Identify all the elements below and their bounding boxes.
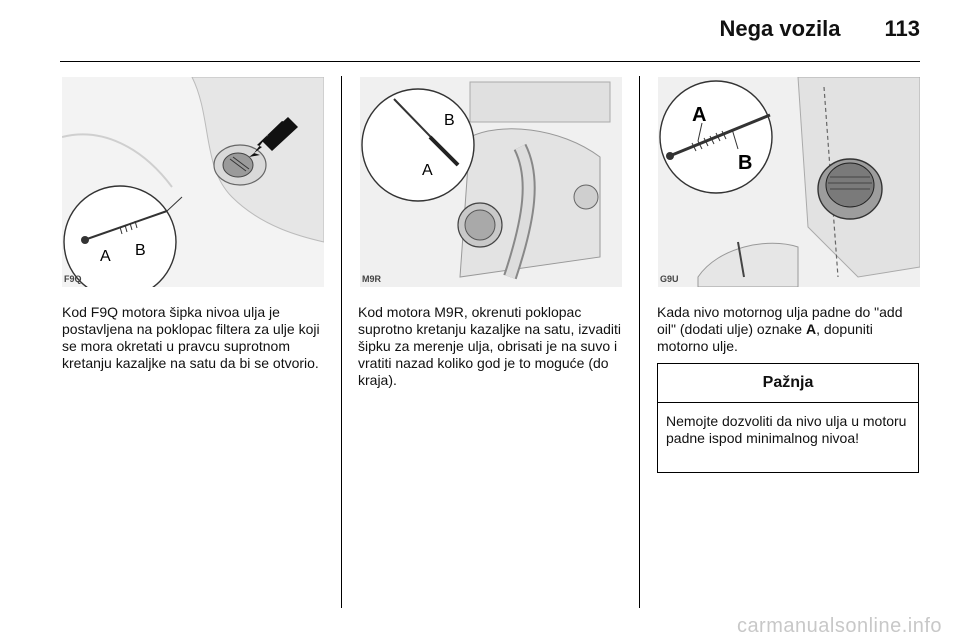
column-3-text-start: Kada nivo motornog ulja padne do "add oil" (dodati ulje) oznake — [657, 304, 903, 337]
figure-f9q-illustration — [62, 77, 324, 287]
figure-m9r — [360, 77, 622, 287]
column-separator — [341, 76, 342, 608]
notice-body: Nemojte dozvoliti da nivo ulja u motoru padne ispod minimalnog nivoa! — [666, 413, 907, 446]
column-3-text-bold: A — [805, 321, 817, 337]
figure-f9q-label-a: A — [100, 248, 111, 265]
watermark: carmanualsonline.info — [736, 615, 942, 637]
figure-m9r-label-b: B — [444, 112, 455, 129]
column-3-text-end: , dopuniti motorno ulje. — [657, 321, 873, 354]
figure-g9u-illustration — [658, 77, 920, 287]
column-1-paragraph: Kod F9Q motora šipka nivoa ulja je postavljena na poklopac filtera za ulje koji se mora okretati u pravcu suprotnom kretanju kazaljke na satu da bi se otvorio. — [62, 304, 320, 371]
header-rule — [60, 61, 920, 62]
figure-m9r-illustration — [360, 77, 622, 287]
figure-f9q — [62, 77, 324, 287]
column-3-paragraph — [657, 304, 919, 355]
figure-code: M9R — [362, 274, 382, 284]
figure-g9u-label-b: B — [738, 152, 753, 174]
figure-g9u-label-a: A — [692, 104, 707, 126]
figure-f9q-label-b: B — [135, 242, 146, 259]
figure-code: G9U — [660, 274, 679, 284]
page-number: 113 — [884, 16, 920, 41]
section-title: Nega vozila — [719, 16, 841, 41]
notice-title: Pažnja — [658, 364, 918, 403]
page-header — [719, 14, 920, 44]
column-2-paragraph: Kod motora M9R, okrenuti poklopac suprotno kretanju kazaljke na satu, izvaditi šipku za merenje ulja, obrisati je na suvo i vratiti nazad koliko god je to moguće (do kraja). — [358, 304, 622, 388]
column-separator — [639, 76, 640, 608]
figure-code: F9Q — [64, 274, 82, 284]
caution-notice — [657, 363, 919, 473]
figure-m9r-label-a: A — [422, 162, 433, 179]
figure-g9u — [658, 77, 920, 287]
